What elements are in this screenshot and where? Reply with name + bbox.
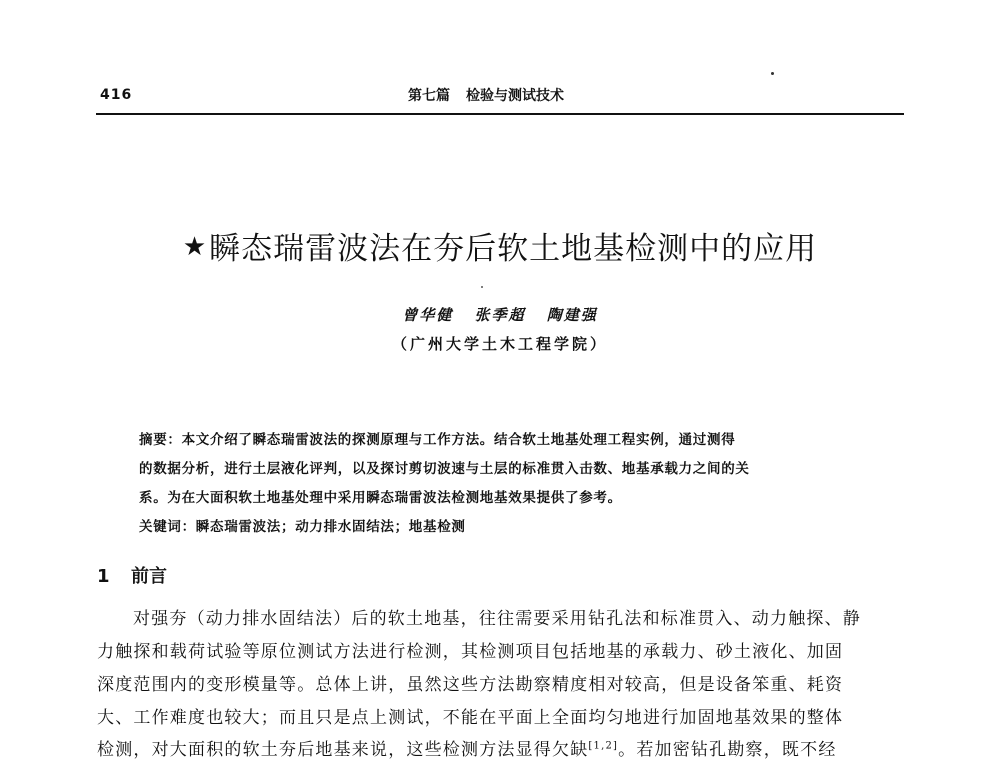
scan-artifact [771,72,774,75]
paragraph-text: 检测，对大面积的软土夯后地基来说，这些检测方法显得欠缺 [97,740,589,760]
running-header [408,85,564,105]
article-title [0,223,1000,268]
article-title-text: 瞬态瑞雷波法在夯后软土地基检测中的应用 [209,231,818,267]
paragraph-line: 深度范围内的变形模量等。总体上讲，虽然这些方法勘察精度相对较高，但是设备笨重、耗资 [97,675,844,695]
header-divider [96,113,904,115]
citation-ref[interactable]: [1,2] [588,740,619,752]
paragraph-line: 对强夯（动力排水固结法）后的软土地基，往往需要采用钻孔法和标准贯入、动力触探、静 [133,609,861,629]
paragraph-text: 。若加密钻孔勘察，既不经 [618,740,837,760]
header-section-title: 检验与测试技术 [466,88,564,104]
abstract-line: 摘要：本文介绍了瞬态瑞雷波法的探测原理与工作方法。结合软土地基处理工程实例，通过测得 [139,432,736,448]
affiliation: （广州大学土木工程学院） [391,335,608,353]
keywords: 关键词：瞬态瑞雷波法；动力排水固结法；地基检测 [139,519,466,535]
section-heading [97,562,167,588]
authors: 曾华健 张季超 陶建强 [402,306,598,324]
section-number: 1 [97,566,110,587]
header-part: 第七篇 [408,88,450,104]
paragraph-line: 力触探和载荷试验等原位测试方法进行检测，其检测项目包括地基的承载力、砂土液化、加固 [97,642,844,662]
paragraph-line [97,735,837,760]
section-title: 前言 [131,566,167,587]
scan-artifact [481,286,483,288]
page-number: 416 [100,87,133,103]
paragraph-line: 大、工作难度也较大；而且只是点上测试，不能在平面上全面均匀地进行加固地基效果的整体 [97,708,844,728]
abstract-line: 的数据分析，进行土层液化评判，以及探讨剪切波速与土层的标准贯入击数、地基承载力之间的关 [139,461,750,477]
star-icon: ★ [182,232,208,262]
abstract-line: 系。为在大面积软土地基处理中采用瞬态瑞雷波法检测地基效果提供了参考。 [139,490,622,506]
